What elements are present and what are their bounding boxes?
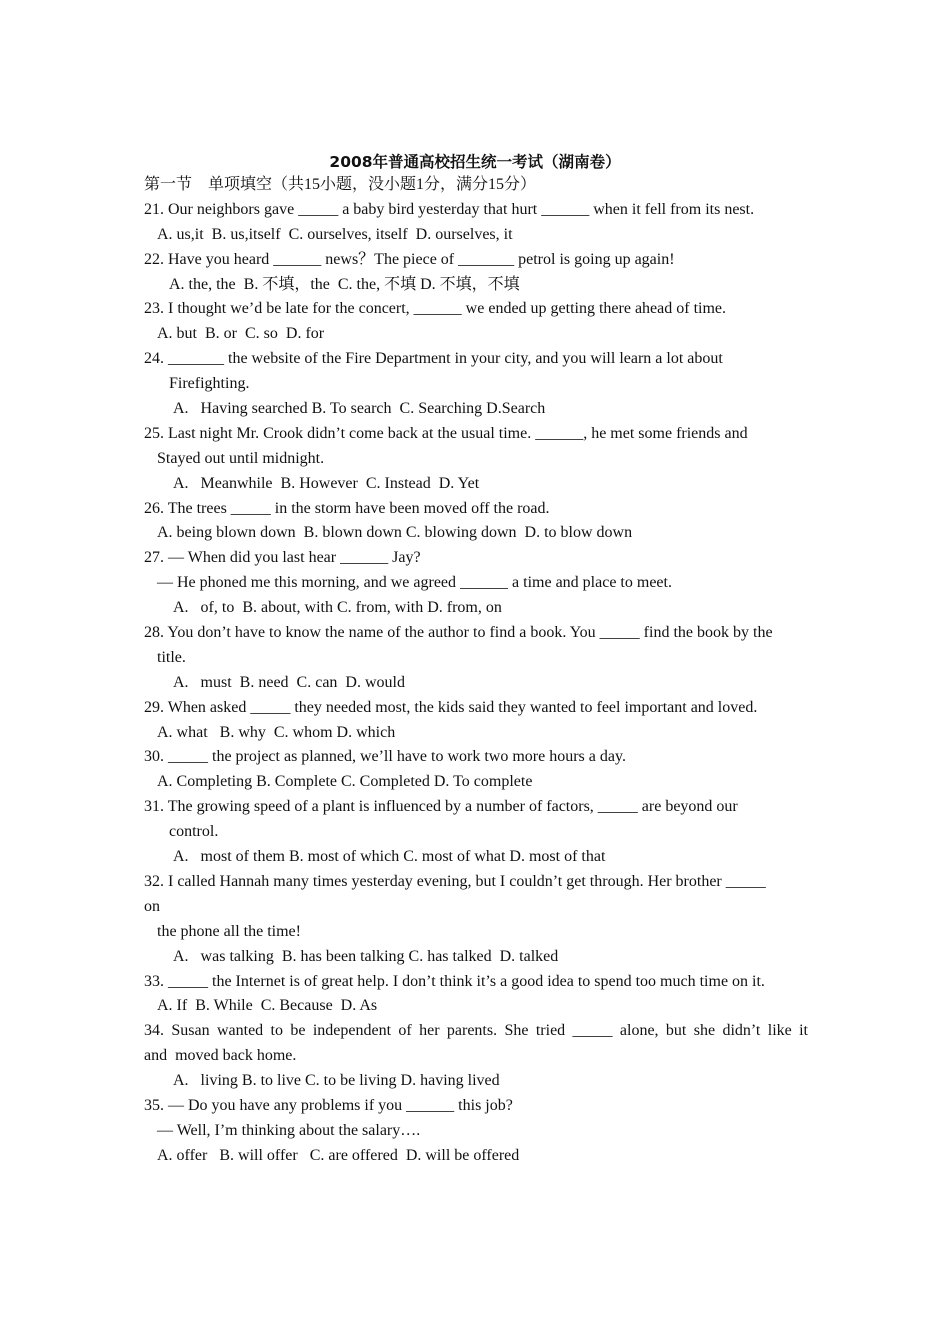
- text-line: A. If B. While C. Because D. As: [157, 997, 378, 1015]
- text-line: A. offer B. will offer C. are offered D. will be offered: [157, 1146, 520, 1164]
- text-line: 29. When asked _____ they needed most, the kids said they wanted to feel important and loved.: [144, 698, 758, 716]
- text-line: control.: [169, 823, 219, 841]
- text-line: 32. I called Hannah many times yesterday evening, but I couldn’t get through. Her brother _____: [144, 872, 766, 890]
- text-line: 28. You don’t have to know the name of the author to find a book. You _____ find the book by the: [144, 624, 773, 642]
- text-line: 21. Our neighbors gave _____ a baby bird yesterday that hurt ______ when it fell from its nest.: [144, 200, 755, 218]
- exam-title: 2008年普通高校招生统一考试（湖南卷）: [329, 153, 621, 171]
- text-line: A. most of them B. most of which C. most of what D. most of that: [173, 848, 606, 866]
- text-line: Firefighting.: [169, 375, 250, 393]
- text-line: 23. I thought we’d be late for the concert, ______ we ended up getting there ahead of time.: [144, 300, 727, 318]
- text-line: — He phoned me this morning, and we agreed ______ a time and place to meet.: [157, 574, 672, 592]
- text-line: 30. _____ the project as planned, we’ll have to work two more hours a day.: [144, 748, 626, 766]
- text-line: on: [144, 897, 160, 915]
- section-heading: 第一节 单项填空（共15小题，没小题1分，满分15分）: [144, 176, 537, 193]
- text-line: 22. Have you heard ______ news？The piece of _______ petrol is going up again!: [144, 250, 675, 268]
- text-line: A. must B. need C. can D. would: [173, 673, 405, 691]
- document-body: [144, 173, 808, 1169]
- text-line: A. of, to B. about, with C. from, with D. from, on: [173, 599, 502, 617]
- text-line: 26. The trees _____ in the storm have been moved off the road.: [144, 499, 550, 517]
- text-line: A. Meanwhile B. However C. Instead D. Yet: [173, 474, 480, 492]
- text-line: 34. Susan wanted to be independent of her parents. She tried _____ alone, but she didn’t like it: [144, 1022, 808, 1040]
- text-line: the phone all the time!: [157, 922, 301, 940]
- text-line: A. Completing B. Complete C. Completed D. To complete: [157, 773, 533, 791]
- text-line: A. Having searched B. To search C. Searching D.Search: [173, 400, 546, 418]
- text-line: A. but B. or C. so D. for: [157, 325, 325, 343]
- text-line: 27. — When did you last hear ______ Jay?: [144, 549, 421, 567]
- text-line: and moved back home.: [144, 1047, 297, 1065]
- text-line: title.: [157, 648, 186, 666]
- text-line: 33. _____ the Internet is of great help. I don’t think it’s a good idea to spend too much time on it.: [144, 972, 765, 990]
- text-line: Stayed out until midnight.: [157, 449, 325, 467]
- text-line: 24. _______ the website of the Fire Department in your city, and you will learn a lot about: [144, 350, 723, 368]
- text-line: A. was talking B. has been talking C. has talked D. talked: [173, 947, 559, 965]
- text-line: A. living B. to live C. to be living D. having lived: [173, 1072, 500, 1090]
- text-line: A. us,it B. us,itself C. ourselves, itself D. ourselves, it: [157, 225, 513, 243]
- text-line: 35. — Do you have any problems if you ______ this job?: [144, 1096, 513, 1114]
- text-line: A. the, the B. 不填，the C. the, 不填 D. 不填，不填: [169, 275, 520, 293]
- text-line: A. what B. why C. whom D. which: [157, 723, 396, 741]
- text-line: 31. The growing speed of a plant is influenced by a number of factors, _____ are beyond our: [144, 798, 738, 816]
- text-line: — Well, I’m thinking about the salary….: [157, 1121, 421, 1139]
- text-line: 25. Last night Mr. Crook didn’t come back at the usual time. ______, he met some friends and: [144, 424, 748, 442]
- text-line: A. being blown down B. blown down C. blowing down D. to blow down: [157, 524, 633, 542]
